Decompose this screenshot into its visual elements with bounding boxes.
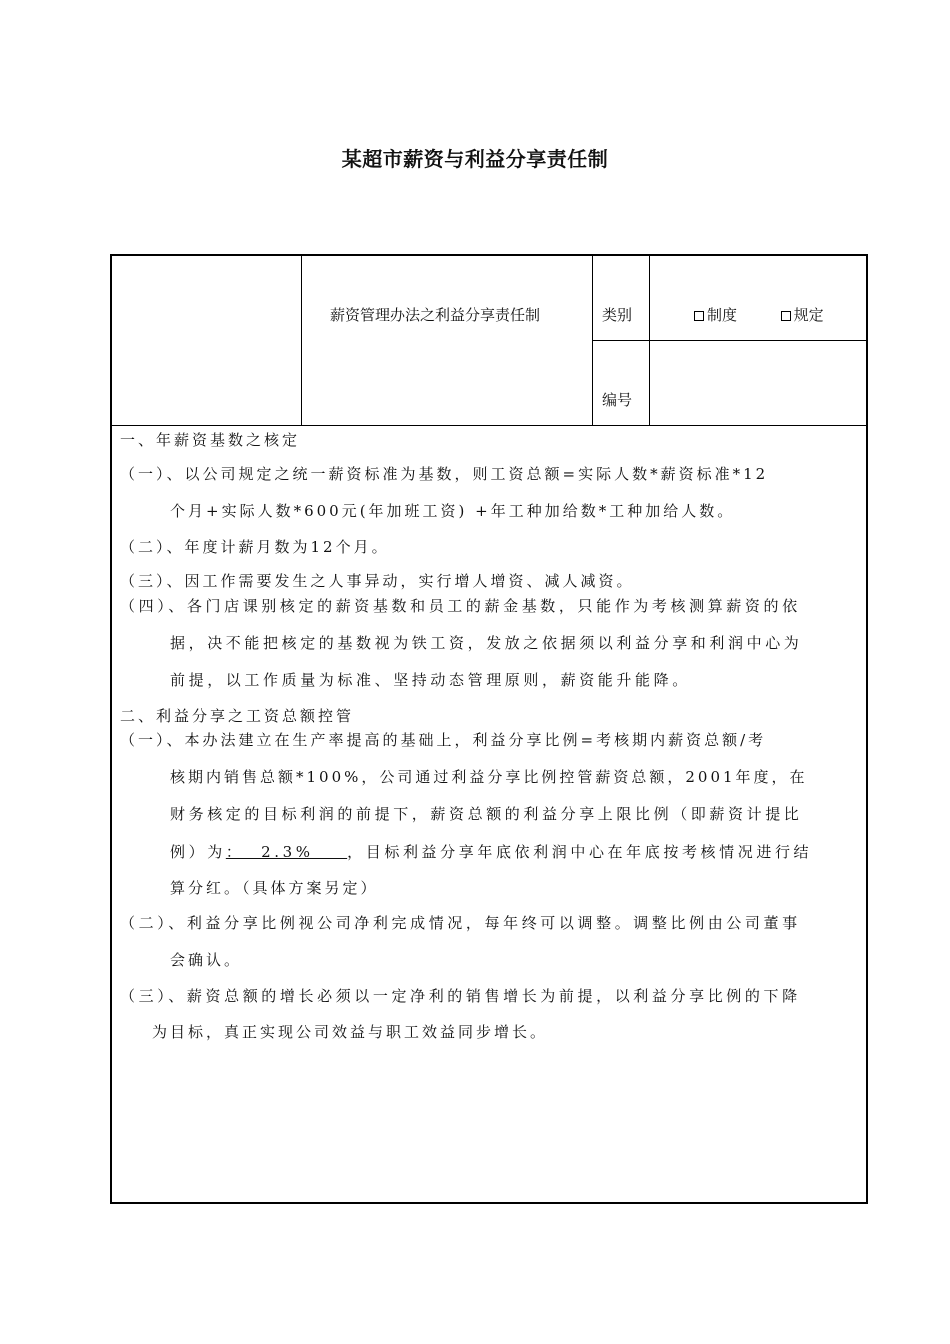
form-frame (110, 254, 868, 1204)
checkbox-icon[interactable] (694, 311, 704, 321)
paragraph-line: 前提，以工作质量为标准、坚持动态管理原则，薪资能升能降。 (170, 671, 691, 689)
category-label: 类别 (602, 306, 633, 324)
paragraph-line: 财务核定的目标利润的前提下，薪资总额的利益分享上限比例（即薪资计提比 (170, 805, 803, 823)
paragraph-line: （一）、以公司规定之统一薪资标准为基数，则工资总额=实际人数*薪资标准*12 (120, 465, 769, 483)
paragraph-line: 个月+实际人数*600元(年加班工资) +年工种加给数*工种加给人数。 (170, 502, 736, 520)
number-label: 编号 (602, 391, 633, 409)
paragraph-line: （三）、薪资总额的增长必须以一定净利的销售增长为前提，以利益分享比例的下降 (120, 987, 801, 1005)
section-heading: 一、年薪资基数之核定 (120, 431, 301, 449)
paragraph-line: 为目标，真正实现公司效益与职工效益同步增长。 (152, 1023, 549, 1041)
grid-line (592, 340, 868, 341)
paragraph-line: 算分红。（具体方案另定） (170, 879, 379, 897)
document-title: 某超市薪资与利益分享责任制 (341, 147, 609, 171)
grid-line (301, 254, 302, 425)
paragraph-line: 核期内销售总额*100%，公司通过利益分享比例控管薪资总额，2001年度，在 (170, 768, 808, 786)
rate-value: ： 2.3% (225, 843, 348, 861)
subject-cell: 薪资管理办法之利益分享责任制 (330, 306, 541, 324)
paragraph-line: （二）、利益分享比例视公司净利完成情况，每年终可以调整。调整比例由公司董事 (120, 914, 801, 932)
checkbox-icon[interactable] (781, 311, 791, 321)
grid-line (110, 425, 868, 426)
option-system: 制度 (707, 306, 738, 324)
section-heading: 二、利益分享之工资总额控管 (120, 707, 355, 725)
category-options (694, 305, 824, 325)
paragraph-line: 据，决不能把核定的基数视为铁工资，发放之依据须以利益分享和利润中心为 (170, 634, 803, 652)
paragraph-line (170, 842, 812, 862)
paragraph-line: （三）、因工作需要发生之人事异动，实行增人增资、减人减资。 (120, 572, 635, 590)
line-prefix: 例）为 (170, 843, 226, 861)
paragraph-line: 会确认。 (170, 951, 243, 969)
option-rule: 规定 (793, 306, 824, 324)
paragraph-line: （二）、年度计薪月数为12个月。 (120, 538, 390, 556)
line-suffix: ，目标利益分享年底依利润中心在年底按考核情况进行结 (347, 843, 813, 861)
paragraph-line: （一）、本办法建立在生产率提高的基础上，利益分享比例=考核期内薪资总额/考 (120, 731, 767, 749)
paragraph-line: （四）、各门店课别核定的薪资基数和员工的薪金基数，只能作为考核测算薪资的依 (120, 597, 801, 615)
